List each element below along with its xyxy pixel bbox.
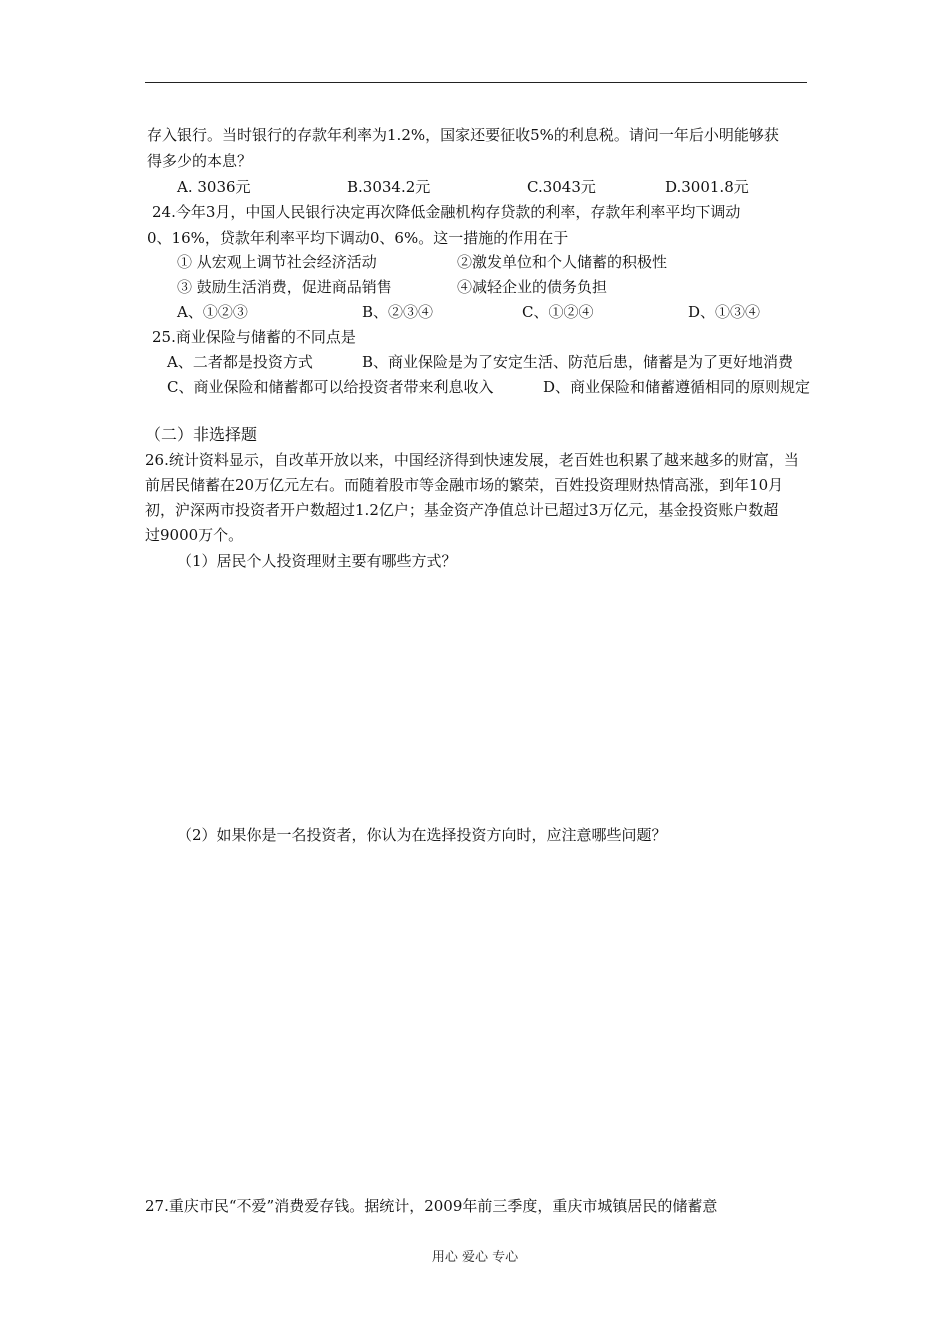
q24-item-4: ④减轻企业的债务负担: [457, 278, 608, 296]
q25-option-a: A、二者都是投资方式: [167, 353, 313, 371]
q23-option-a: A. 3036元: [177, 178, 251, 196]
q23-option-b: B.3034.2元: [347, 178, 431, 196]
q24-item-3: ③ 鼓励生活消费，促进商品销售: [177, 278, 392, 296]
q25-stem: 25.商业保险与储蓄的不同点是: [152, 328, 356, 346]
q23-text-line-2: 得多少的本息？: [147, 152, 253, 170]
q25-option-d: D、商业保险和储蓄遵循相同的原则规定: [543, 378, 811, 396]
q24-item-1: ① 从宏观上调节社会经济活动: [177, 253, 377, 271]
q24-text-line-2: 0、16%，贷款年利率平均下调动0、6%。这一措施的作用在于: [147, 229, 569, 247]
q26-text-line-1: 26.统计资料显示，自改革开放以来，中国经济得到快速发展，老百姓也积累了越来越多的财富，当: [145, 451, 799, 469]
q27-text-line-1: 27.重庆市民“不爱”消费爱存钱。据统计，2009年前三季度，重庆市城镇居民的储蓄意: [145, 1197, 718, 1215]
q24-option-c: C、①②④: [522, 303, 594, 321]
q26-text-line-4: 过9000万个。: [145, 526, 244, 544]
q24-text-line-1: 24.今年3月，中国人民银行决定再次降低金融机构存贷款的利率，存款年利率平均下调动: [152, 203, 741, 221]
q24-option-b: B、②③④: [362, 303, 434, 321]
q26-text-line-3: 初，沪深两市投资者开户数超过1.2亿户；基金资产净值总计已超过3万亿元，基金投资账户数超: [145, 501, 779, 519]
q26-sub-question-1: （1）居民个人投资理财主要有哪些方式？: [177, 552, 457, 570]
section-title: （二）非选择题: [145, 425, 258, 444]
q23-option-c: C.3043元: [527, 178, 596, 196]
q26-sub-question-2: （2）如果你是一名投资者，你认为在选择投资方向时，应注意哪些问题？: [177, 826, 667, 844]
header-rule: [145, 82, 807, 83]
q25-option-b: B、商业保险是为了安定生活、防范后患，储蓄是为了更好地消费: [362, 353, 794, 371]
page-footer: 用心 爱心 专心: [431, 1250, 519, 1265]
q24-item-2: ②激发单位和个人储蓄的积极性: [457, 253, 668, 271]
q23-text-line-1: 存入银行。当时银行的存款年利率为1.2%，国家还要征收5%的利息税。请问一年后小明能够获: [147, 126, 779, 144]
q26-text-line-2: 前居民储蓄在20万亿元左右。而随着股市等金融市场的繁荣，百姓投资理财热情高涨，到年10月: [145, 476, 784, 494]
q25-option-c: C、商业保险和储蓄都可以给投资者带来利息收入: [167, 378, 494, 396]
q24-option-a: A、①②③: [177, 303, 248, 321]
q23-option-d: D.3001.8元: [665, 178, 749, 196]
q24-option-d: D、①③④: [688, 303, 761, 321]
